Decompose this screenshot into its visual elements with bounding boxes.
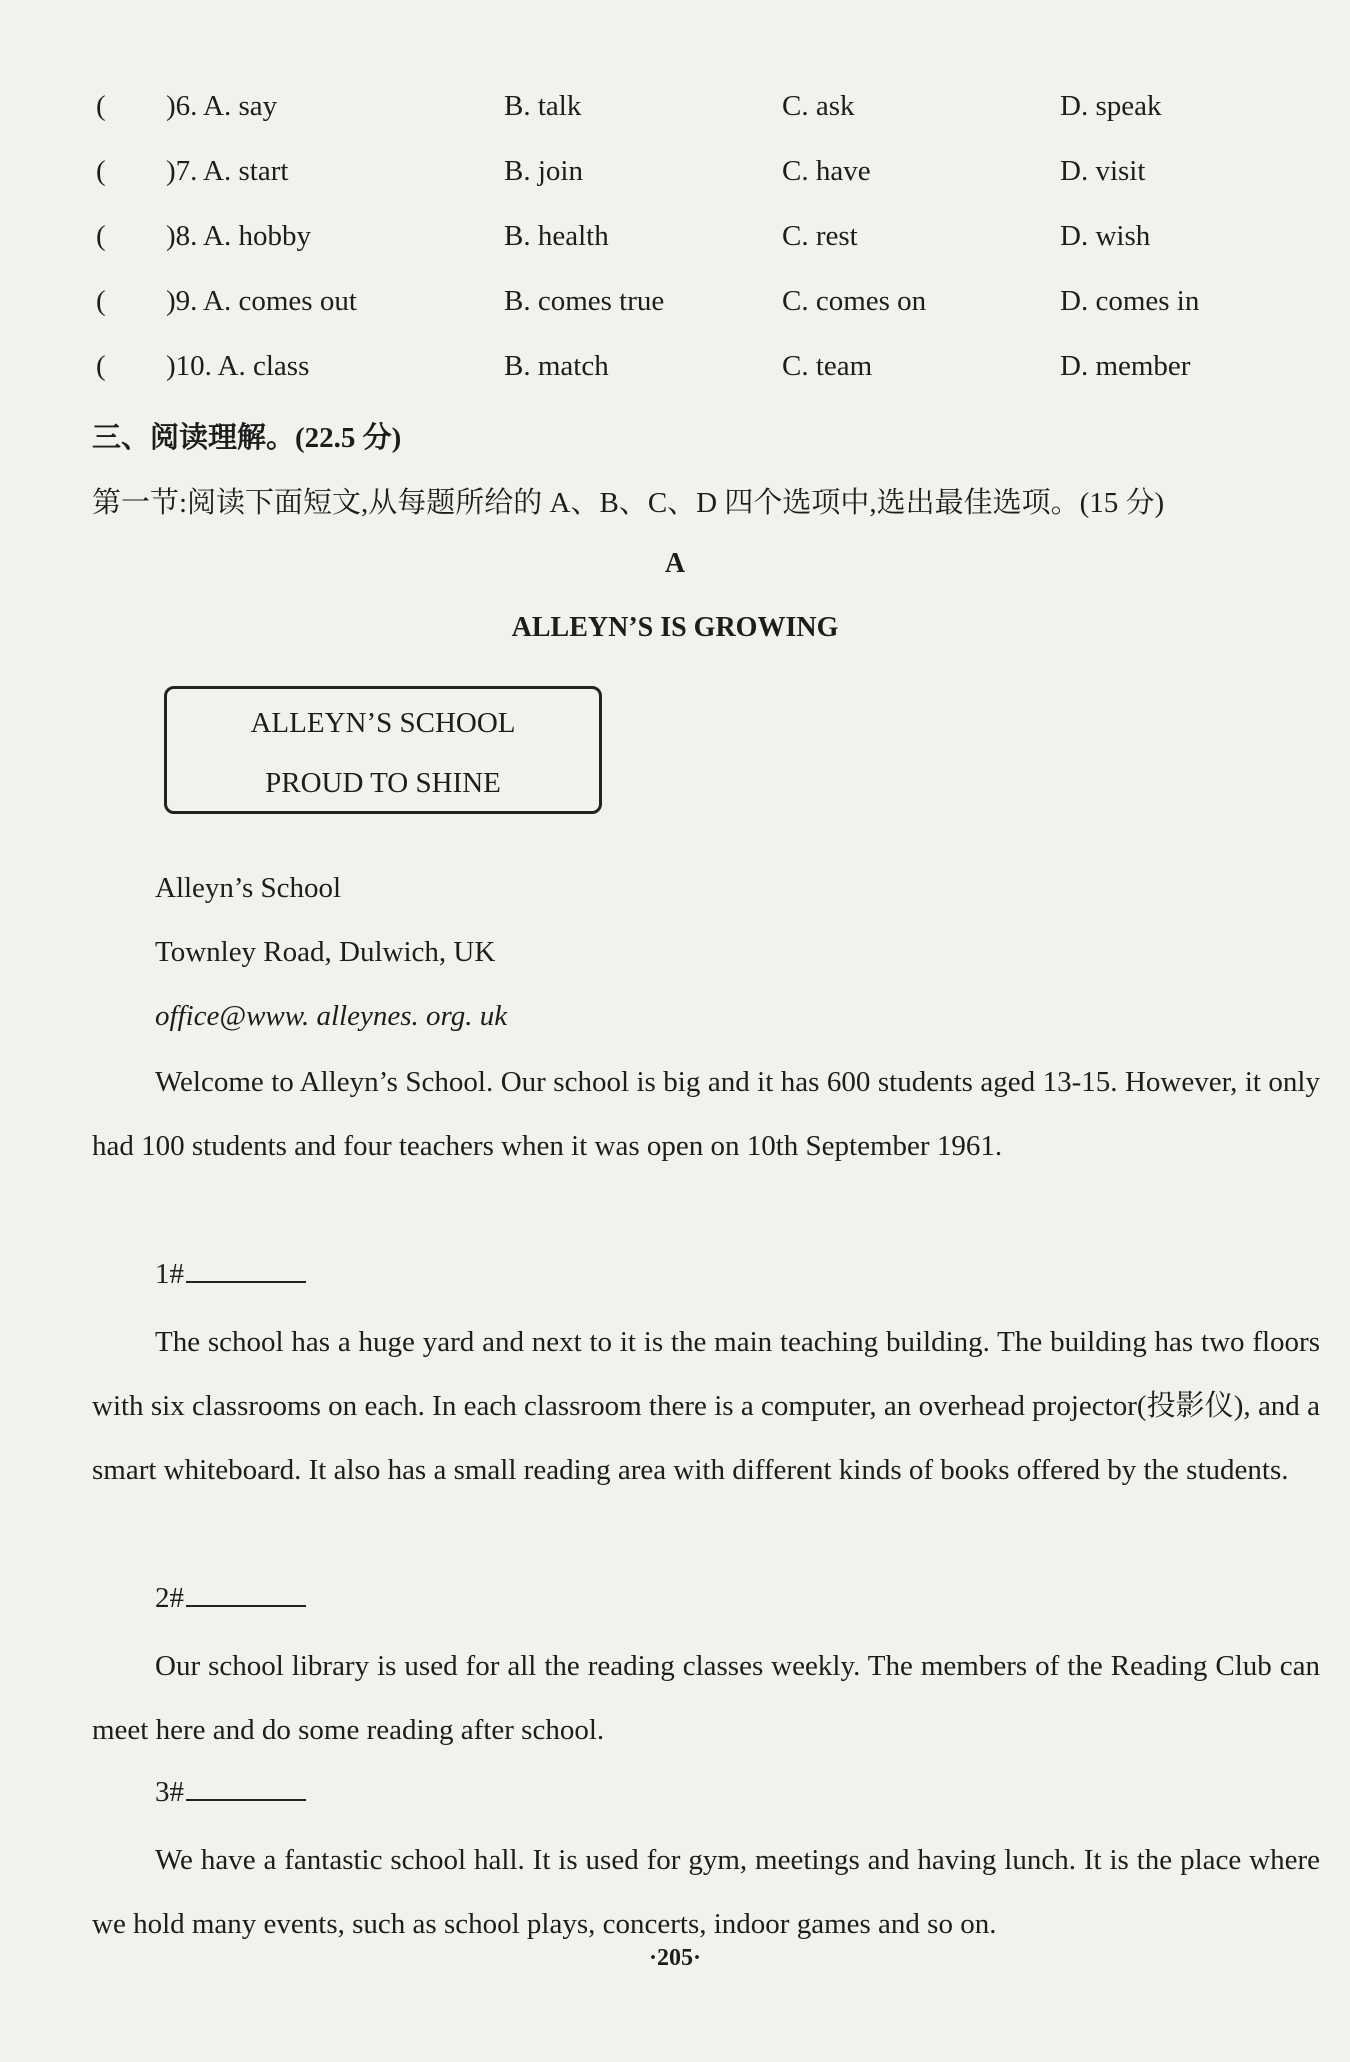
option-d: D. wish — [1060, 220, 1151, 252]
paragraph-3: Our school library is used for all the reading classes weekly. The members of the Reading Club can meet here and do some reading after school. — [92, 1650, 1320, 1746]
address-email: office@www. alleynes. org. uk — [155, 1000, 508, 1032]
paragraph-2: The school has a huge yard and next to it is the main teaching building. The building has two floors with six classrooms on each. In each classroom there is a computer, an overhead projector(投影仪), and a smart whiteboard. It also has a small reading area with different kinds of books offered by the students. — [92, 1326, 1320, 1486]
passage-title: ALLEYN’S IS GROWING — [511, 612, 839, 643]
blank-3-line[interactable] — [186, 1775, 306, 1801]
answer-paren: ( — [96, 155, 106, 187]
option-row — [92, 90, 1292, 130]
blank-1 — [155, 1257, 306, 1291]
option-d: D. comes in — [1060, 285, 1200, 317]
option-c: C. comes on — [782, 285, 927, 317]
option-b: B. talk — [504, 90, 582, 122]
blank-1-line[interactable] — [186, 1257, 306, 1283]
option-a: )7. A. start — [166, 155, 289, 187]
option-c: C. have — [782, 155, 871, 187]
section-heading: 三、阅读理解。(22.5 分) — [92, 422, 402, 454]
option-row — [92, 285, 1292, 325]
blank-2 — [155, 1581, 306, 1615]
option-c: C. ask — [782, 90, 855, 122]
blank-2-label: 2# — [155, 1582, 184, 1614]
option-b: B. health — [504, 220, 609, 252]
answer-paren: ( — [96, 220, 106, 252]
passage-label: A — [664, 548, 686, 579]
option-c: C. rest — [782, 220, 858, 252]
blank-2-line[interactable] — [186, 1581, 306, 1607]
answer-paren: ( — [96, 90, 106, 122]
option-d: D. visit — [1060, 155, 1146, 187]
blank-1-label: 1# — [155, 1258, 184, 1290]
blank-3-label: 3# — [155, 1776, 184, 1808]
option-row — [92, 350, 1292, 390]
section-instruction: 第一节:阅读下面短文,从每题所给的 A、B、C、D 四个选项中,选出最佳选项。(15 分) — [92, 487, 1165, 519]
option-a: )6. A. say — [166, 90, 278, 122]
address-name: Alleyn’s School — [155, 872, 342, 904]
option-a: )10. A. class — [166, 350, 310, 382]
answer-paren: ( — [96, 285, 106, 317]
answer-paren: ( — [96, 350, 106, 382]
paragraph-1: Welcome to Alleyn’s School. Our school is big and it has 600 students aged 13-15. However, it only had 100 students and four teachers when it was open on 10th September 1961. — [92, 1066, 1320, 1162]
option-b: B. comes true — [504, 285, 665, 317]
paragraph-4: We have a fantastic school hall. It is used for gym, meetings and having lunch. It is the place where we hold many events, such as school plays, concerts, indoor games and so on. — [92, 1844, 1320, 1940]
option-b: B. join — [504, 155, 583, 187]
address-street: Townley Road, Dulwich, UK — [155, 936, 496, 968]
option-row — [92, 220, 1292, 260]
blank-3 — [155, 1775, 306, 1809]
option-d: D. speak — [1060, 90, 1162, 122]
option-b: B. match — [504, 350, 609, 382]
motto-line-1: ALLEYN’S SCHOOL — [250, 707, 516, 739]
option-c: C. team — [782, 350, 873, 382]
motto-line-2: PROUD TO SHINE — [265, 767, 501, 799]
option-row — [92, 155, 1292, 195]
option-d: D. member — [1060, 350, 1191, 382]
school-motto-box — [164, 686, 602, 814]
option-a: )8. A. hobby — [166, 220, 311, 252]
page-number: ·205· — [648, 1945, 701, 1971]
option-a: )9. A. comes out — [166, 285, 357, 317]
